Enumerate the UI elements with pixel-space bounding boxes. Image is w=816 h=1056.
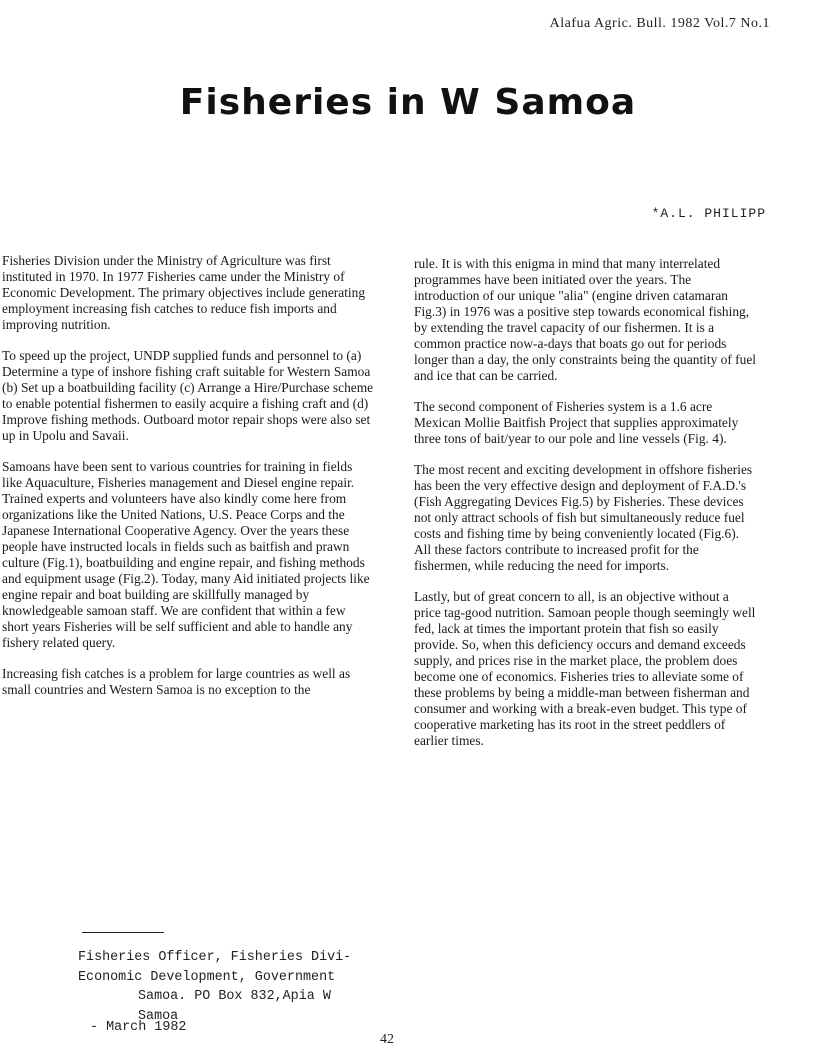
paragraph-training: Samoans have been sent to various countries for training in fields like Aquaculture, Fisheries management and Diesel engine repair. Trained experts and volunteers have also kindly come here from organizations like the United Nations, U.S. Peace Corps and the Japanese International Cooperative Agency. Over the years these people have instructed locals in fields such as baitfish and prawn culture (Fig.1), boatbuilding and engine repair, and fishing methods and equipment usage (Fig.2). Today, many Aid initiated projects like engine repair and boat building are skillfully managed by knowledgeable samoan staff. We are confident that within a few short years Fisheries will be self sufficient and able to handle any fishery related query. bbox=[2, 459, 370, 650]
paragraph-fad: The most recent and exciting development in offshore fisheries has been the very effective design and deployment of F.A.D.'s (Fish Aggregating Devices Fig.5) by Fisheries. These devices not only attract schools of fish but simultaneously reduce fuel costs and fishing time by being conveniently located (Fig.6). All these factors contribute to increased profit for the fishermen, while reducing the need for imports. bbox=[414, 462, 753, 573]
paragraph-history: Fisheries Division under the Ministry of Agriculture was first instituted in 1970. In 1977 Fisheries came under the Ministry of Economic Development. The primary objectives include generating employment increasing fish catches to reduce fish imports and improving nutrition. bbox=[2, 253, 366, 332]
paragraph-baitfish: The second component of Fisheries system is a 1.6 acre Mexican Mollie Baitfish Project that supplies approximately three tons of bait/year to our pole and line vessels (Fig. 4). bbox=[414, 399, 739, 446]
author-byline: *A.L. PHILIPP bbox=[651, 206, 766, 221]
date-note: - March 1982 bbox=[90, 1020, 187, 1035]
paragraph-fish-catches: Increasing fish catches is a problem for large countries as well as small countries and Western Samoa is no exception to the bbox=[2, 666, 351, 697]
page-number: 42 bbox=[380, 1032, 394, 1047]
footnote-line: Fisheries Officer, Fisheries Divi- bbox=[78, 950, 352, 965]
right-column bbox=[414, 256, 758, 764]
footnote-line: Economic Development, Government bbox=[78, 969, 336, 985]
paragraph-undp-project: To speed up the project, UNDP supplied funds and personnel to (a) Determine a type of inshore fishing craft suitable for Western Samoa (b) Set up a boatbuilding facility (c) Arrange a Hire/Purchase scheme to enable potential fishermen to easily acquire a fishing craft and (d) Improve fishing methods. Outboard motor repair shops were also set up in Upolu and Savaii. bbox=[2, 348, 374, 443]
running-head: Alafua Agric. Bull. 1982 Vol.7 No.1 bbox=[549, 16, 770, 31]
footnote-line: Samoa. PO Box 832,Apia W Samoa bbox=[138, 989, 331, 1024]
paragraph-nutrition: Lastly, but of great concern to all, is an objective without a price tag-good nutrition. Samoan people though seemingly well fed, lack at times the important protein that fish so easily provide. So, when this deficiency occurs and demand exceeds supply, and prices rise in the market place, the problem does become one of economics. Fisheries tries to alleviate some of these problems by being a middle-man between fisherman and consumer and working with a break-even budget. This type of cooperative marketing has its root in the street peddlers of earlier times. bbox=[414, 589, 756, 748]
footnote-divider bbox=[82, 932, 164, 933]
author-footnote bbox=[78, 948, 378, 1026]
paragraph-alia: rule. It is with this enigma in mind that many interrelated programmes have been initiated over the years. The introduction of our unique "alia" (engine driven catamaran Fig.3) in 1976 was a positive step towards economical fishing, by extending the travel capacity of our fishermen. It is a common practice now-a-days that boats go out for periods longer than a day, the only constraints being the quantity of fuel and ice that can be carried. bbox=[414, 256, 756, 383]
left-column bbox=[2, 253, 374, 713]
article-title: Fisheries in W Samoa bbox=[179, 82, 637, 123]
